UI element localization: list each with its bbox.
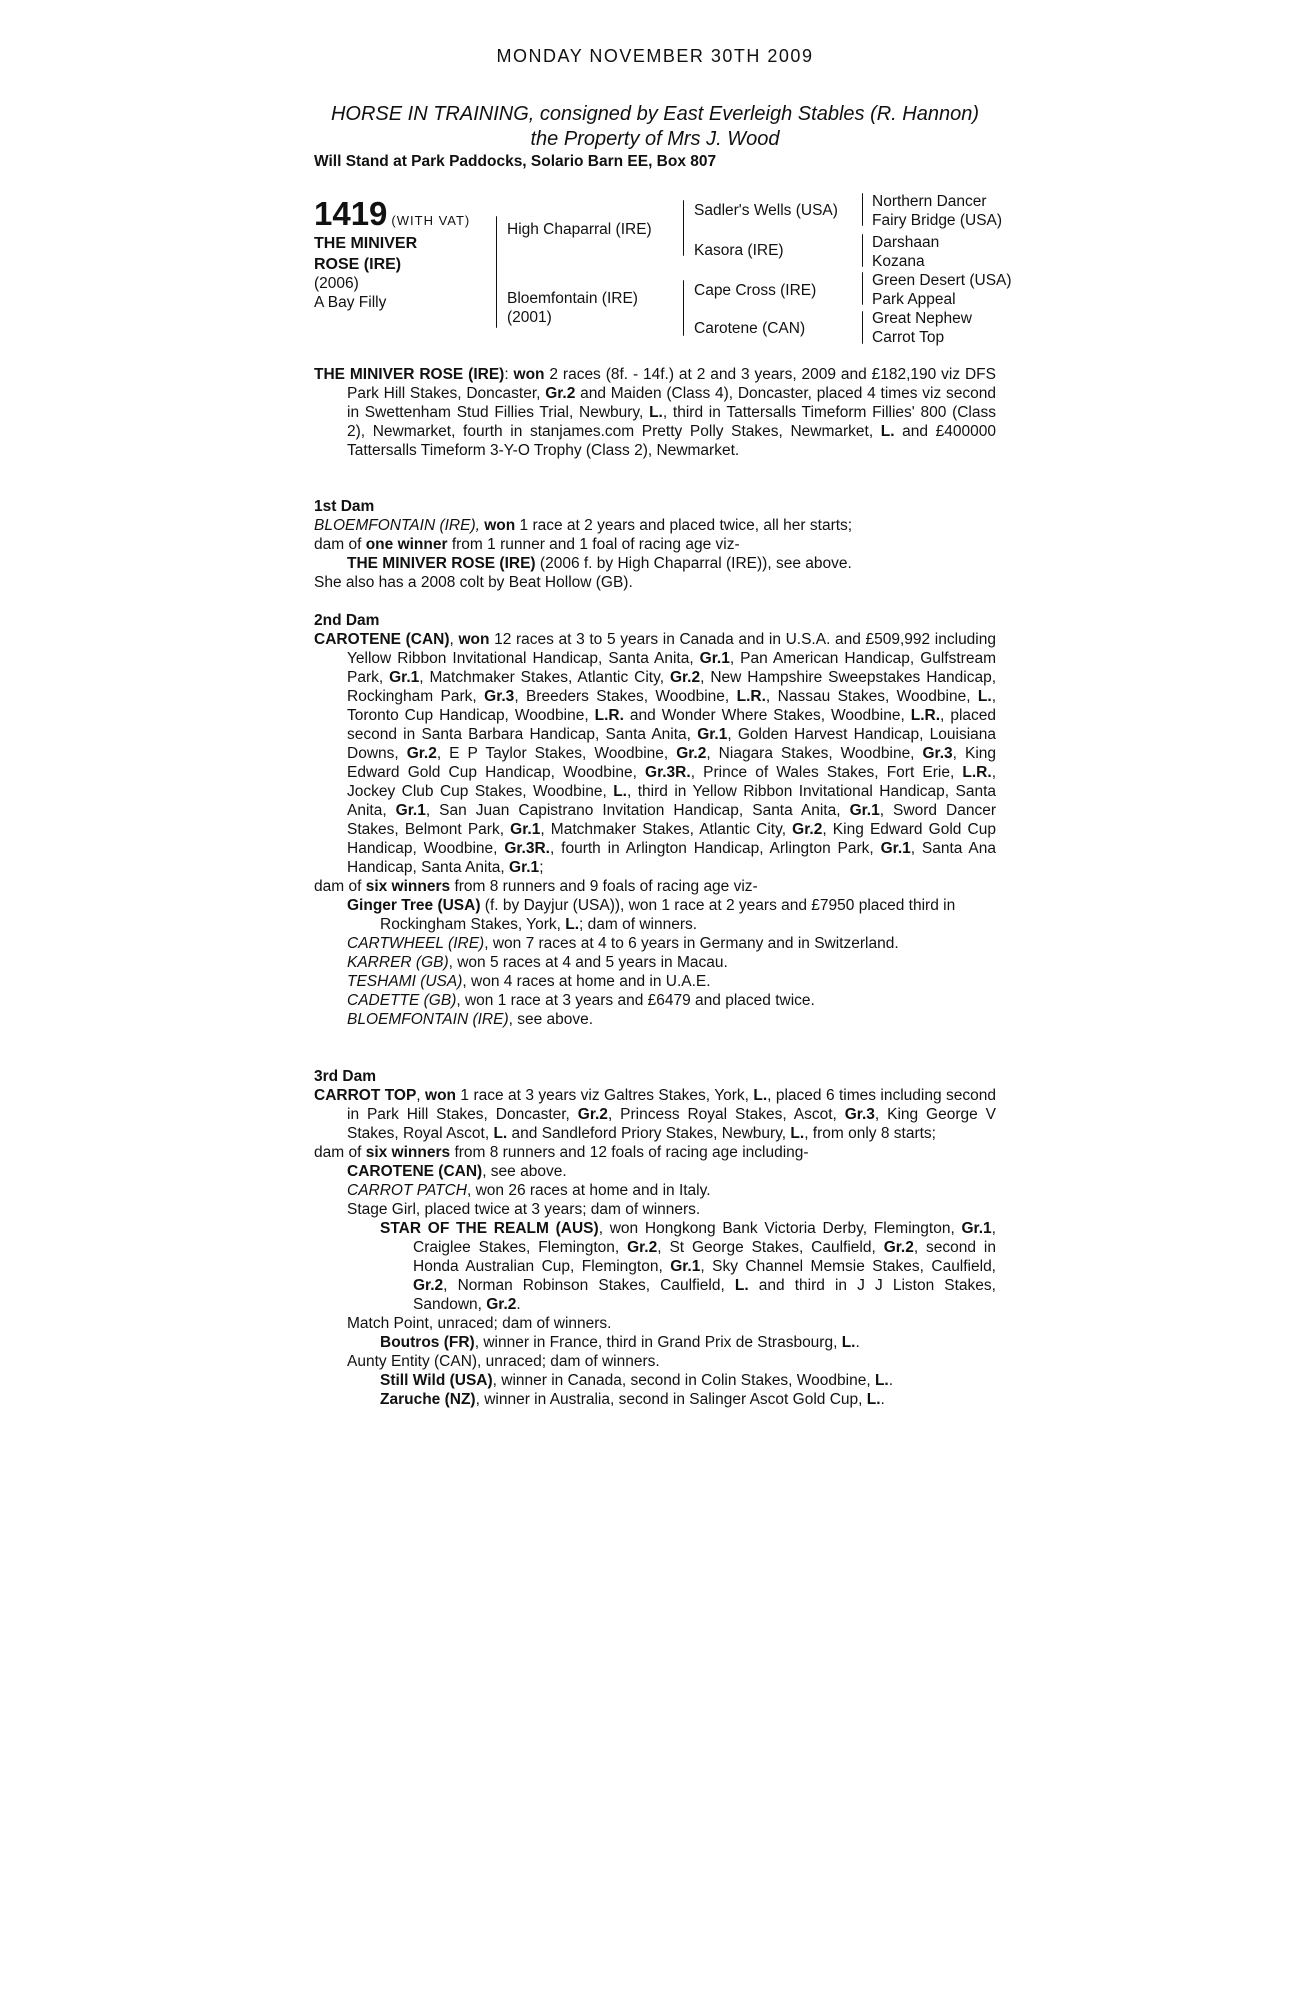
third-dam-produce-3: Stage Girl, placed twice at 3 years; dam of winners. — [347, 1201, 701, 1218]
lot-description: A Bay Filly — [314, 294, 387, 311]
pedigree-brace-sire — [683, 200, 684, 256]
pedigree-g8: Carrot Top — [872, 329, 945, 346]
pedigree-brace-main — [496, 216, 497, 328]
third-dam-produce-line: dam of six winners from 8 runners and 12 foals of racing age including- — [314, 1144, 809, 1161]
sale-date: MONDAY NOVEMBER 30TH 2009 — [496, 46, 814, 66]
pedigree-g1: Northern Dancer — [872, 193, 987, 210]
second-dam-produce-5: CADETTE (GB), won 1 race at 3 years and £6479 and placed twice. — [347, 992, 815, 1009]
third-dam-grandproduce-4: Zaruche (NZ), winner in Australia, second in Salinger Ascot Gold Cup, L.. — [380, 1391, 885, 1408]
second-dam-produce-1: Ginger Tree (USA) (f. by Dayjur (USA)), won 1 race at 2 years and £7950 placed third in Rockingham Stakes, York, L.; dam of winners. — [347, 897, 956, 933]
pedigree-brace-g2 — [862, 234, 863, 267]
pedigree-sire: High Chaparral (IRE) — [507, 221, 652, 238]
second-dam-produce-2: CARTWHEEL (IRE), won 7 races at 4 to 6 years in Germany and in Switzerland. — [347, 935, 899, 952]
lot-number: 1419 — [314, 195, 388, 232]
pedigree-g4: Kozana — [872, 253, 925, 270]
lot-foaling-year: (2006) — [314, 275, 359, 292]
pedigree-g5: Green Desert (USA) — [872, 272, 1012, 289]
pedigree-dam-sire: Cape Cross (IRE) — [694, 282, 817, 299]
first-dam-foal: THE MINIVER ROSE (IRE) (2006 f. by High Chaparral (IRE)), see above. — [347, 555, 852, 572]
lot-summary — [314, 365, 996, 460]
summary-name: THE MINIVER ROSE (IRE) — [314, 366, 505, 383]
summary-paragraph: THE MINIVER ROSE (IRE): won 2 races (8f. - 14f.) at 2 and 3 years, 2009 and £182,190 viz DFS Park Hill Stakes, Doncaster, Gr.2 and Maiden (Class 4), Doncaster, placed 4 times viz second in Swettenham Stud Fillies Trial, Newbury, L., third in Tattersalls Timeform Fillies' 800 (Class 2), Newmarket, fourth in stanjames.com Pretty Polly Stakes, Newmarket, L. and £400000 Tattersalls Timeform 3-Y-O Trophy (Class 2), Newmarket. — [314, 366, 996, 459]
second-dam-produce-3: KARRER (GB), won 5 races at 4 and 5 years in Macau. — [347, 954, 728, 971]
consignment-heading — [314, 102, 996, 152]
lot-block — [314, 196, 484, 312]
second-dam-produce-6: BLOEMFONTAIN (IRE), see above. — [347, 1011, 594, 1028]
first-dam-also: She also has a 2008 colt by Beat Hollow (GB). — [314, 574, 633, 591]
third-dam-section — [314, 1067, 996, 1409]
first-dam-heading: 1st Dam — [314, 498, 375, 515]
second-dam-record: CAROTENE (CAN), won 12 races at 3 to 5 years in Canada and in U.S.A. and £509,992 including Yellow Ribbon Invitational Handicap, Santa Anita, Gr.1, Pan American Handicap, Gulfstream Park, Gr.1, Matchmaker Stakes, Atlantic City, Gr.2, New Hampshire Sweepstakes Handicap, Rockingham Park, Gr.3, Breeders Stakes, Woodbine, L.R., Nassau Stakes, Woodbine, L., Toronto Cup Handicap, Woodbine, L.R. and Wonder Where Stakes, Woodbine, L.R., placed second in Santa Barbara Handicap, Santa Anita, Gr.1, Golden Harvest Handicap, Louisiana Downs, Gr.2, E P Taylor Stakes, Woodbine, Gr.2, Niagara Stakes, Woodbine, Gr.3, King Edward Gold Cup Handicap, Woodbine, Gr.3R., Prince of Wales Stakes, Fort Erie, L.R., Jockey Club Cup Stakes, Woodbine, L., third in Yellow Ribbon Invitational Handicap, Santa Anita, Gr.1, San Juan Capistrano Invitation Handicap, Santa Anita, Gr.1, Sword Dancer Stakes, Belmont Park, Gr.1, Matchmaker Stakes, Atlantic City, Gr.2, King Edward Gold Cup Handicap, Woodbine, Gr.3R., fourth in Arlington Handicap, Arlington Park, Gr.1, Santa Ana Handicap, Santa Anita, Gr.1; — [314, 631, 997, 876]
pedigree-brace-g3 — [862, 272, 863, 305]
consignment-line-1: HORSE IN TRAINING, consigned by East Everleigh Stables (R. Hannon) — [330, 103, 980, 125]
third-dam-produce-2: CARROT PATCH, won 26 races at home and in Italy. — [347, 1182, 711, 1199]
first-dam-produce-line: dam of one winner from 1 runner and 1 foal of racing age viz- — [314, 536, 740, 553]
second-dam-heading: 2nd Dam — [314, 612, 380, 629]
pedigree-dam-dam: Carotene (CAN) — [694, 320, 806, 337]
pedigree-brace-g4 — [862, 311, 863, 344]
pedigree-brace-dam — [683, 280, 684, 336]
stand-location: Will Stand at Park Paddocks, Solario Barn EE, Box 807 — [314, 153, 717, 170]
third-dam-produce-5: Aunty Entity (CAN), unraced; dam of winners. — [347, 1353, 660, 1370]
third-dam-grandproduce-1: STAR OF THE REALM (AUS), won Hongkong Bank Victoria Derby, Flemington, Gr.1, Craiglee Stakes, Flemington, Gr.2, St George Stakes, Caulfield, Gr.2, second in Honda Australian Cup, Flemington, Gr.1, Sky Channel Memsie Stakes, Caulfield, Gr.2, Norman Robinson Stakes, Caulfield, L. and third in J J Liston Stakes, Sandown, Gr.2. — [380, 1220, 996, 1313]
first-dam-section — [314, 497, 996, 592]
pedigree-brace-g1 — [862, 193, 863, 226]
second-dam-produce-line: dam of six winners from 8 runners and 9 foals of racing age viz- — [314, 878, 758, 895]
vat-note: (WITH VAT) — [391, 213, 471, 228]
pedigree-dam-year: (2001) — [507, 309, 552, 326]
second-dam-section — [314, 611, 996, 1029]
pedigree-g2: Fairy Bridge (USA) — [872, 212, 1003, 229]
third-dam-grandproduce-2: Boutros (FR), winner in France, third in Grand Prix de Strasbourg, L.. — [380, 1334, 860, 1351]
third-dam-produce-4: Match Point, unraced; dam of winners. — [347, 1315, 612, 1332]
consignment-line-2: the Property of Mrs J. Wood — [530, 128, 780, 150]
third-dam-grandproduce-3: Still Wild (USA), winner in Canada, second in Colin Stakes, Woodbine, L.. — [380, 1372, 894, 1389]
pedigree-dam: Bloemfontain (IRE) — [507, 290, 638, 307]
pedigree-g7: Great Nephew — [872, 310, 972, 327]
lot-name-line-1: THE MINIVER — [314, 235, 418, 252]
pedigree-sire-dam: Kasora (IRE) — [694, 242, 784, 259]
first-dam-line: BLOEMFONTAIN (IRE), won 1 race at 2 years and placed twice, all her starts; — [314, 517, 853, 534]
pedigree-g3: Darshaan — [872, 234, 940, 251]
pedigree-g6: Park Appeal — [872, 291, 956, 308]
lot-name-line-2: ROSE (IRE) — [314, 256, 402, 273]
pedigree-sire-sire: Sadler's Wells (USA) — [694, 202, 838, 219]
third-dam-record: CARROT TOP, won 1 race at 3 years viz Galtres Stakes, York, L., placed 6 times including second in Park Hill Stakes, Doncaster, Gr.2, Princess Royal Stakes, Ascot, Gr.3, King George V Stakes, Royal Ascot, L. and Sandleford Priory Stakes, Newbury, L., from only 8 starts; — [314, 1087, 996, 1142]
third-dam-heading: 3rd Dam — [314, 1068, 377, 1085]
second-dam-produce-4: TESHAMI (USA), won 4 races at home and in U.A.E. — [347, 973, 711, 990]
third-dam-produce-1: CAROTENE (CAN), see above. — [347, 1163, 567, 1180]
